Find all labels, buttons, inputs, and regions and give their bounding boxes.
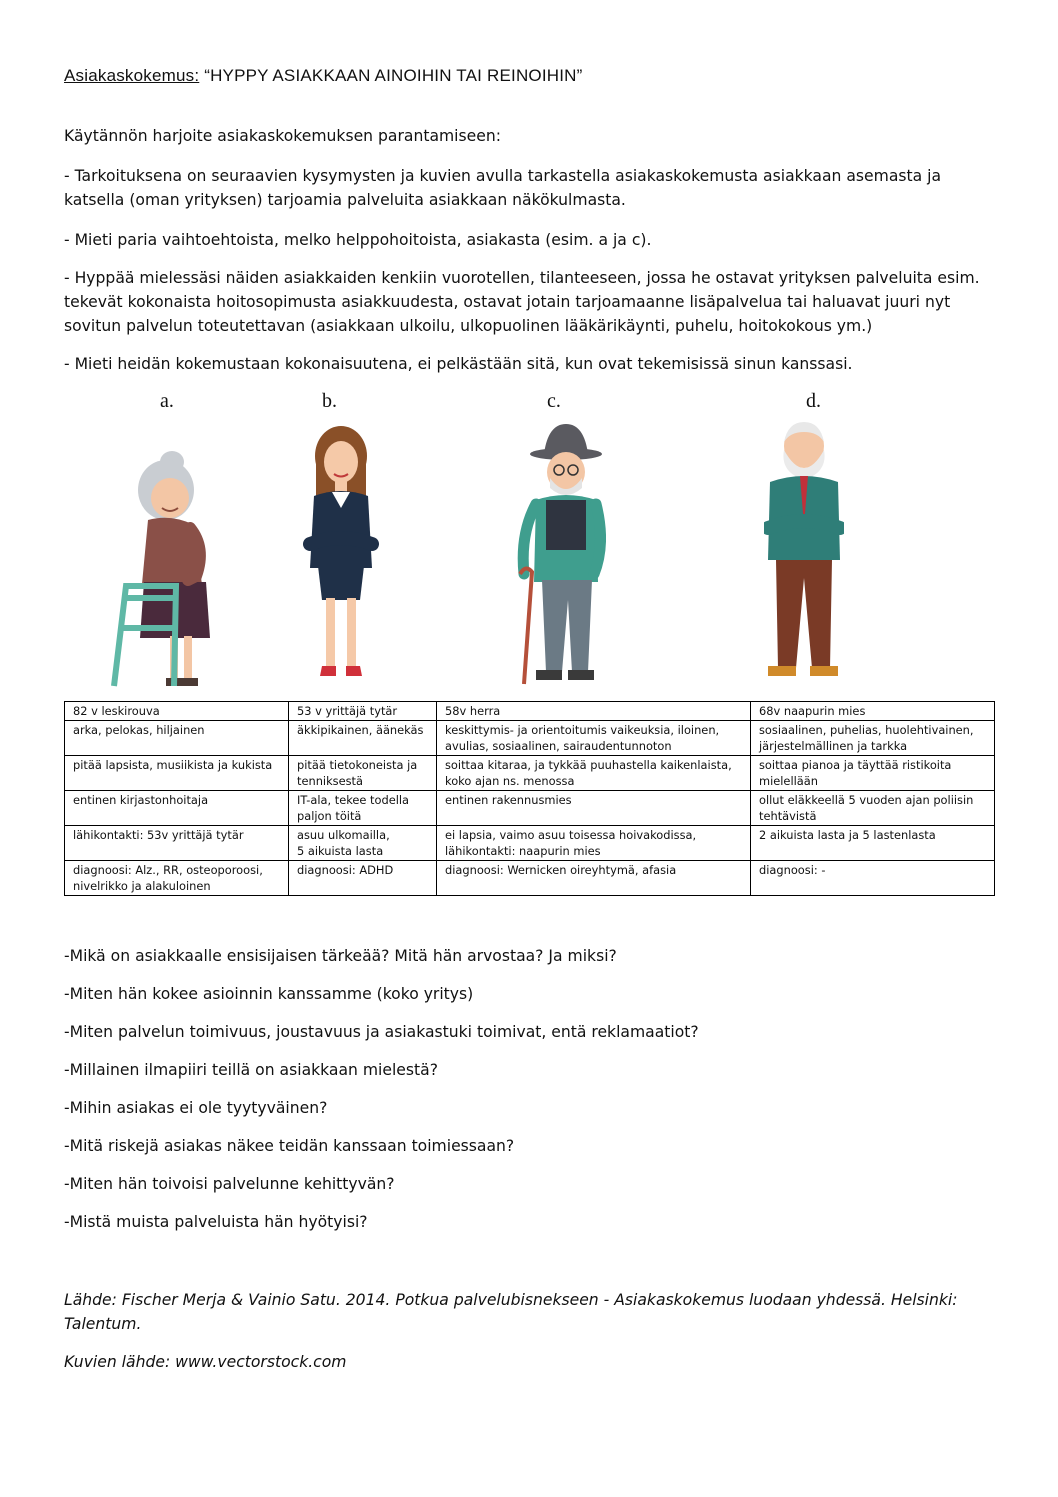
figure-letter-a: a.: [160, 390, 174, 412]
table-row: [65, 756, 995, 791]
table-row: [65, 826, 995, 861]
table-cell: ei lapsia, vaimo asuu toisessa hoivakodissa, lähikontakti: naapurin mies: [437, 826, 751, 861]
figure-letter-c: c.: [547, 390, 561, 412]
table-cell: 58v herra: [437, 702, 751, 721]
title-text: “HYPPY ASIAKKAAN AINOIHIN TAI REINOIHIN”: [199, 66, 583, 85]
customer-info-table: [64, 701, 995, 896]
table-row: [65, 702, 995, 721]
table-cell: pitää tietokoneista ja tenniksestä: [289, 756, 437, 791]
table-cell: diagnoosi: -: [751, 861, 995, 896]
table-cell: diagnoosi: Wernicken oireyhtymä, afasia: [437, 861, 751, 896]
table-cell: asuu ulkomailla, 5 aikuista lasta: [289, 826, 437, 861]
table-cell: pitää lapsista, musiikista ja kukista: [65, 756, 289, 791]
question-item: -Miten hän kokee asioinnin kanssamme (koko yritys): [64, 985, 474, 1003]
table-cell: diagnoosi: Alz., RR, osteoporoosi, nivelrikko ja alakuloinen: [65, 861, 289, 896]
table-cell: keskittymis- ja orientoitumis vaikeuksia, iloinen, avulias, sosiaalinen, sairaudentunnoton: [437, 721, 751, 756]
table-cell: ollut eläkkeellä 5 vuoden ajan poliisin tehtävistä: [751, 791, 995, 826]
table-cell: 68v naapurin mies: [751, 702, 995, 721]
table-cell: soittaa kitaraa, ja tykkää puuhastella kaikenlaista, koko ajan ns. menossa: [437, 756, 751, 791]
table-cell: lähikontakti: 53v yrittäjä tytär: [65, 826, 289, 861]
table-cell: entinen rakennusmies: [437, 791, 751, 826]
bullet-jump-into-shoes: - Hyppää mielessäsi näiden asiakkaiden kenkiin vuorotellen, tilanteeseen, jossa he ostavat yrityksen palveluita esim. tekevät kokonaista hoitosopimusta asiakkuudesta, ostavat jotain tarjoamaanne lisäpalvelua tai haluavat juuri nyt sovitun palvelun toteutettavan (asiakkaan ulkoilu, ulkopuolinen lääkärikäynti, puhelu, hoitokokous ym.): [64, 269, 980, 335]
table-cell: 2 aikuista lasta ja 5 lastenlasta: [751, 826, 995, 861]
table-cell: äkkipikainen, äänekäs: [289, 721, 437, 756]
image-source: Kuvien lähde: www.vectorstock.com: [64, 1353, 347, 1371]
bullet-think-whole: - Mieti heidän kokemustaan kokonaisuutena, ei pelkästään sitä, kun ovat tekemisissä sinun kanssasi.: [64, 355, 853, 373]
businesswoman-icon: [296, 426, 386, 682]
question-item: -Miten palvelun toimivuus, joustavuus ja asiakastuki toimivat, entä reklamaatiot?: [64, 1023, 699, 1041]
elderly-woman-walker-icon: [104, 448, 224, 688]
question-item: -Mikä on asiakkaalle ensisijaisen tärkeää? Mitä hän arvostaa? Ja miksi?: [64, 947, 617, 965]
table-cell: sosiaalinen, puhelias, huolehtivainen, järjestelmällinen ja tarkka: [751, 721, 995, 756]
question-item: -Mistä muista palveluista hän hyötyisi?: [64, 1213, 368, 1231]
bullet-choose-customers: - Mieti paria vaihtoehtoista, melko helppohoitoista, asiakasta (esim. a ja c).: [64, 231, 652, 249]
table-cell: diagnoosi: ADHD: [289, 861, 437, 896]
question-item: -Miten hän toivoisi palvelunne kehittyvän?: [64, 1175, 395, 1193]
question-list: [64, 944, 699, 1248]
figure-letter-d: d.: [806, 390, 821, 412]
table-cell: entinen kirjastonhoitaja: [65, 791, 289, 826]
page-title: [64, 66, 583, 86]
elderly-man-cane-icon: [506, 420, 606, 688]
figure-letter-b: b.: [322, 390, 337, 412]
table-cell: soittaa pianoa ja täyttää ristikoita mielellään: [751, 756, 995, 791]
table-row: [65, 721, 995, 756]
source-reference: Lähde: Fischer Merja & Vainio Satu. 2014. Potkua palvelubisnekseen - Asiakaskokemus luodaan yhdessä. Helsinki: Talentum.: [64, 1291, 958, 1333]
table-cell: arka, pelokas, hiljainen: [65, 721, 289, 756]
table-cell: 53 v yrittäjä tytär: [289, 702, 437, 721]
bullet-purpose: - Tarkoituksena on seuraavien kysymysten ja kuvien avulla tarkastella asiakaskokemusta asiakkaan asemasta ja katsella (oman yrityksen) tarjoamia palveluita asiakkaan näkökulmasta.: [64, 167, 942, 209]
question-item: -Millainen ilmapiiri teillä on asiakkaan mielestä?: [64, 1061, 438, 1079]
intro-text: Käytännön harjoite asiakaskokemuksen parantamiseen:: [64, 127, 501, 145]
question-item: -Mitä riskejä asiakas näkee teidän kanssaan toimiessaan?: [64, 1137, 515, 1155]
title-label: Asiakaskokemus:: [64, 66, 200, 85]
table-row: [65, 861, 995, 896]
question-item: -Mihin asiakas ei ole tyytyväinen?: [64, 1099, 328, 1117]
table-cell: IT-ala, tekee todella paljon töitä: [289, 791, 437, 826]
table-cell: 82 v leskirouva: [65, 702, 289, 721]
elderly-man-bearded-icon: [764, 420, 844, 682]
table-row: [65, 791, 995, 826]
